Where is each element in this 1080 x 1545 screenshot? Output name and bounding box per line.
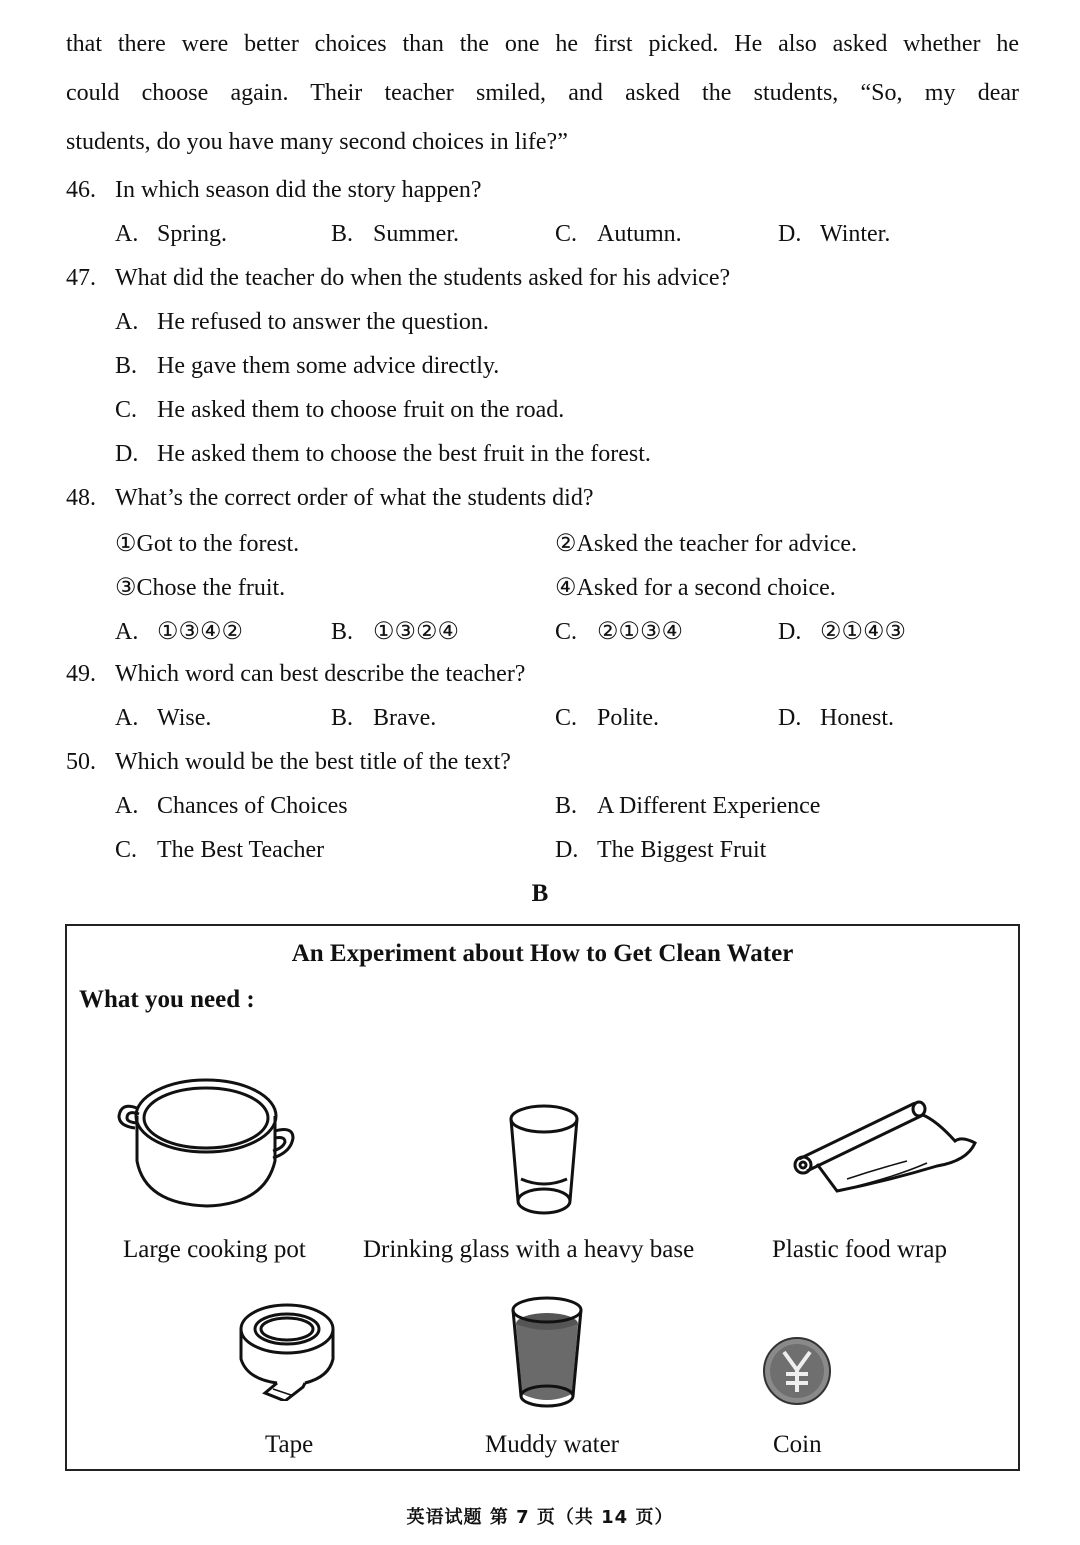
q48-option-b[interactable]: B. ①③②④ bbox=[331, 619, 460, 645]
plastic-wrap-icon bbox=[787, 1091, 982, 1201]
q46-option-b[interactable]: B. Summer. bbox=[331, 221, 460, 247]
item-label-tape: Tape bbox=[265, 1431, 314, 1458]
q50-option-b[interactable]: B. A Different Experience bbox=[555, 793, 821, 819]
q47-option-c[interactable]: C. He asked them to choose fruit on the road. bbox=[115, 397, 565, 423]
passage-line-3: students, do you have many second choices in life?” bbox=[66, 129, 568, 155]
section-label: B bbox=[531, 880, 549, 907]
question-49 bbox=[66, 661, 525, 688]
passage-line-1: that there were better choices than the one he first picked. He also asked whether he bbox=[66, 31, 1019, 57]
experiment-box bbox=[65, 924, 1020, 1471]
q49-option-c[interactable]: C. Polite. bbox=[555, 705, 660, 731]
q47-option-a[interactable]: A. He refused to answer the question. bbox=[115, 309, 489, 335]
q48-step-3: ③Chose the fruit. bbox=[115, 575, 286, 601]
question-text: Which word can best describe the teacher? bbox=[115, 661, 526, 687]
coin-icon bbox=[762, 1336, 832, 1406]
item-label-pot: Large cooking pot bbox=[123, 1236, 306, 1263]
question-text: What’s the correct order of what the students did? bbox=[115, 485, 594, 511]
q46-option-d[interactable]: D. Winter. bbox=[778, 221, 891, 247]
q46-option-c[interactable]: C. Autumn. bbox=[555, 221, 682, 247]
q50-option-d[interactable]: D. The Biggest Fruit bbox=[555, 837, 767, 863]
q50-option-c[interactable]: C. The Best Teacher bbox=[115, 837, 325, 863]
experiment-title: An Experiment about How to Get Clean Water bbox=[291, 940, 794, 967]
cooking-pot-icon bbox=[115, 1066, 300, 1216]
question-number: 49. bbox=[66, 661, 96, 687]
tape-icon bbox=[237, 1301, 337, 1401]
question-number: 47. bbox=[66, 265, 96, 291]
q47-option-d[interactable]: D. He asked them to choose the best fruit in the forest. bbox=[115, 441, 651, 467]
question-46 bbox=[66, 177, 482, 204]
question-text: Which would be the best title of the text? bbox=[115, 749, 511, 775]
q50-option-a[interactable]: A. Chances of Choices bbox=[115, 793, 348, 819]
passage-line-2: could choose again. Their teacher smiled, and asked the students, “So, my dear bbox=[66, 80, 1019, 106]
q46-option-a[interactable]: A. Spring. bbox=[115, 221, 228, 247]
question-47 bbox=[66, 265, 730, 292]
item-label-wrap: Plastic food wrap bbox=[772, 1236, 947, 1263]
q48-option-d[interactable]: D. ②①④③ bbox=[778, 619, 907, 645]
question-text: What did the teacher do when the students asked for his advice? bbox=[115, 265, 731, 291]
q48-option-c[interactable]: C. ②①③④ bbox=[555, 619, 684, 645]
q48-step-4: ④Asked for a second choice. bbox=[555, 575, 836, 601]
question-number: 48. bbox=[66, 485, 96, 511]
item-label-glass: Drinking glass with a heavy base bbox=[363, 1236, 695, 1263]
q47-option-b[interactable]: B. He gave them some advice directly. bbox=[115, 353, 500, 379]
question-number: 50. bbox=[66, 749, 96, 775]
q49-option-b[interactable]: B. Brave. bbox=[331, 705, 437, 731]
what-you-need-label: What you need : bbox=[79, 986, 255, 1013]
q48-step-1: ①Got to the forest. bbox=[115, 531, 300, 557]
question-48 bbox=[66, 485, 594, 512]
muddy-water-icon bbox=[507, 1296, 587, 1411]
q49-option-a[interactable]: A. Wise. bbox=[115, 705, 212, 731]
question-number: 46. bbox=[66, 177, 96, 203]
q49-option-d[interactable]: D. Honest. bbox=[778, 705, 894, 731]
q48-step-2: ②Asked the teacher for advice. bbox=[555, 531, 858, 557]
page-footer: 英语试题 第 7 页（共 14 页） bbox=[406, 1507, 674, 1528]
question-text: In which season did the story happen? bbox=[115, 177, 482, 203]
item-label-muddy-water: Muddy water bbox=[485, 1431, 619, 1458]
q48-option-a[interactable]: A. ①③④② bbox=[115, 619, 244, 645]
drinking-glass-icon bbox=[504, 1101, 584, 1219]
question-50 bbox=[66, 749, 511, 776]
item-label-coin: Coin bbox=[773, 1431, 822, 1458]
